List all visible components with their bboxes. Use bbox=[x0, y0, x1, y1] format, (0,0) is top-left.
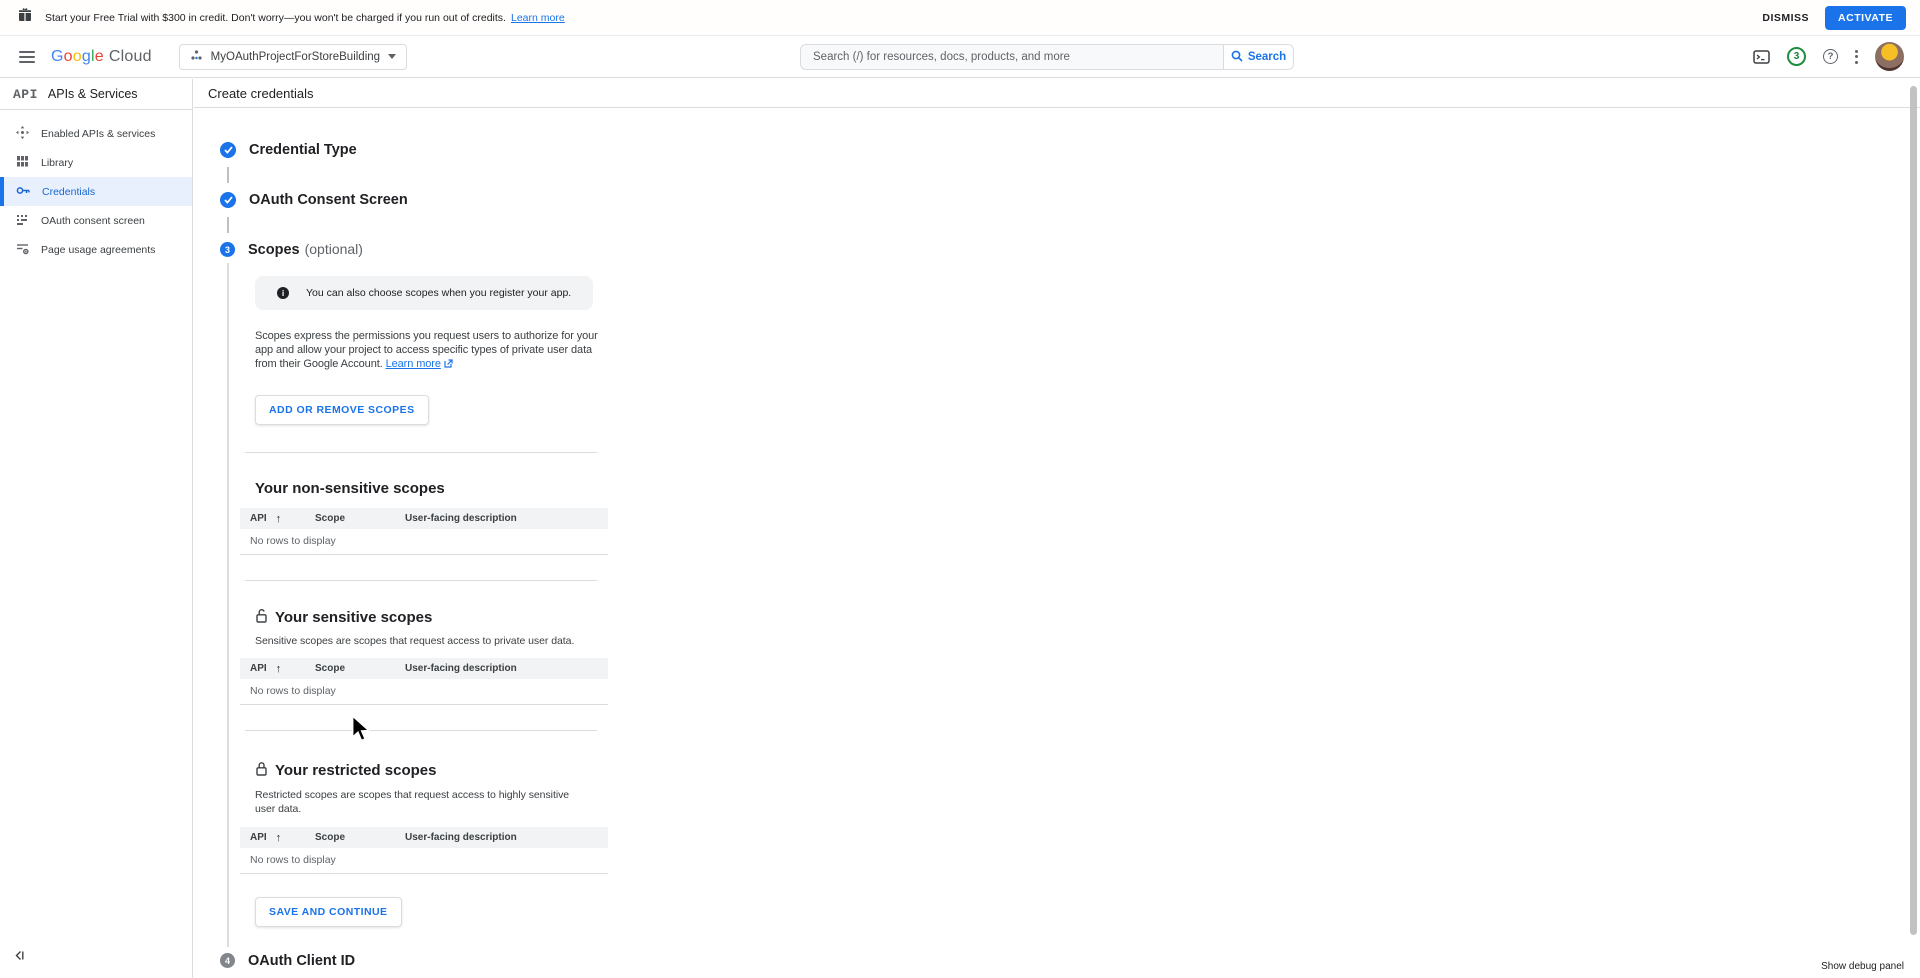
step-complete-icon bbox=[220, 192, 236, 208]
step-optional-suffix: (optional) bbox=[304, 240, 363, 257]
user-avatar[interactable] bbox=[1875, 42, 1904, 71]
chevron-down-icon bbox=[388, 54, 396, 59]
oauth-consent-icon bbox=[16, 213, 29, 229]
section-title-text: Your non-sensitive scopes bbox=[255, 480, 445, 497]
save-and-continue-button[interactable]: SAVE AND CONTINUE bbox=[255, 897, 402, 927]
section-divider bbox=[245, 730, 597, 731]
col-api: API bbox=[250, 663, 267, 674]
sidebar-product-title: APIs & Services bbox=[47, 87, 138, 101]
credentials-stepper bbox=[194, 108, 1920, 978]
col-description: User-facing description bbox=[405, 513, 517, 524]
sidebar-item-label: Credentials bbox=[42, 185, 96, 198]
header-icons bbox=[1753, 42, 1904, 71]
project-icon bbox=[190, 49, 203, 65]
library-icon bbox=[16, 155, 29, 171]
restricted-scopes-title bbox=[255, 761, 1920, 780]
gift-icon bbox=[18, 8, 32, 27]
sensitive-scopes-table bbox=[240, 658, 608, 705]
api-product-icon: API bbox=[13, 86, 38, 102]
more-options-icon[interactable] bbox=[1855, 50, 1858, 64]
dismiss-button[interactable]: DISMISS bbox=[1762, 11, 1810, 24]
global-search-bar bbox=[800, 44, 1294, 70]
scopes-description-text: Scopes express the permissions you request users to authorize for your app and allow your project to access specific types of private user data from their Google Account. bbox=[255, 330, 598, 370]
sort-ascending-icon[interactable]: ↑ bbox=[275, 831, 282, 844]
project-picker[interactable] bbox=[179, 44, 407, 70]
sidebar-item-enabled-apis[interactable] bbox=[0, 119, 192, 148]
project-name: MyOAuthProjectForStoreBuilding bbox=[210, 50, 381, 63]
empty-table-row: No rows to display bbox=[250, 535, 336, 547]
step-label: OAuth Client ID bbox=[248, 952, 356, 969]
page-usage-icon bbox=[16, 242, 29, 258]
main-content bbox=[194, 79, 1920, 978]
sidebar-item-page-usage[interactable] bbox=[0, 235, 192, 264]
lock-open-icon bbox=[255, 608, 268, 627]
notification-count: 3 bbox=[1793, 51, 1800, 62]
hamburger-menu-icon[interactable] bbox=[19, 51, 35, 63]
search-button-label: Search bbox=[1247, 51, 1287, 63]
stepper-connector bbox=[227, 167, 229, 183]
app-header bbox=[0, 36, 1920, 78]
empty-table-row: No rows to display bbox=[250, 685, 336, 697]
sidebar-item-library[interactable] bbox=[0, 148, 192, 177]
add-or-remove-scopes-button[interactable]: ADD OR REMOVE SCOPES bbox=[255, 395, 429, 425]
sort-ascending-icon[interactable]: ↑ bbox=[275, 512, 282, 525]
stepper-connector bbox=[227, 217, 229, 233]
col-description: User-facing description bbox=[405, 832, 517, 843]
notifications-badge[interactable] bbox=[1787, 47, 1806, 66]
step-number-badge: 4 bbox=[220, 953, 235, 968]
sidebar-item-oauth-consent[interactable] bbox=[0, 206, 192, 235]
col-scope: Scope bbox=[315, 663, 346, 674]
enabled-apis-icon bbox=[16, 126, 29, 142]
sidebar-item-label: Enabled APIs & services bbox=[41, 127, 156, 140]
sidebar-item-label: Page usage agreements bbox=[41, 243, 156, 256]
free-trial-banner bbox=[0, 0, 1920, 36]
sidebar-item-credentials[interactable] bbox=[0, 177, 192, 206]
help-icon[interactable] bbox=[1823, 49, 1838, 64]
step-label: OAuth Consent Screen bbox=[249, 191, 408, 208]
show-debug-panel-link[interactable]: Show debug panel bbox=[1821, 961, 1904, 972]
sidebar-item-label: Library bbox=[41, 156, 74, 169]
logo-cloud-text: Cloud bbox=[108, 47, 152, 65]
help-glyph: ? bbox=[1827, 51, 1834, 62]
info-icon: i bbox=[277, 287, 289, 299]
search-button[interactable] bbox=[1223, 45, 1293, 69]
section-divider bbox=[245, 580, 597, 581]
section-title-text: Your restricted scopes bbox=[275, 762, 437, 779]
section-title-text: Your sensitive scopes bbox=[275, 609, 433, 626]
sidebar-item-label: OAuth consent screen bbox=[41, 214, 145, 227]
key-icon bbox=[16, 184, 30, 200]
non-sensitive-scopes-title bbox=[255, 480, 1920, 497]
step-number-badge: 3 bbox=[220, 242, 235, 257]
table-header-row bbox=[240, 658, 608, 679]
learn-more-link[interactable]: Learn more bbox=[385, 358, 441, 370]
step-credential-type bbox=[220, 141, 1920, 158]
step-label: Scopes bbox=[248, 241, 300, 258]
sidebar-header bbox=[0, 79, 192, 110]
vertical-scrollbar[interactable] bbox=[1910, 86, 1917, 935]
step-scopes bbox=[220, 241, 1920, 258]
cloud-shell-icon[interactable] bbox=[1753, 50, 1770, 64]
empty-table-row: No rows to display bbox=[250, 854, 336, 866]
section-divider bbox=[245, 452, 597, 453]
non-sensitive-scopes-table bbox=[240, 508, 608, 555]
step-oauth-consent-screen bbox=[220, 191, 1920, 208]
external-link-icon bbox=[444, 359, 453, 371]
sort-ascending-icon[interactable]: ↑ bbox=[275, 662, 282, 675]
banner-learn-more-link[interactable]: Learn more bbox=[510, 11, 565, 24]
sensitive-scopes-description: Sensitive scopes are scopes that request access to private user data. bbox=[255, 635, 575, 647]
col-description: User-facing description bbox=[405, 663, 517, 674]
sidebar-items bbox=[0, 110, 192, 264]
google-cloud-logo[interactable]: Google Cloud bbox=[51, 47, 152, 65]
table-header-row bbox=[240, 827, 608, 848]
scopes-description bbox=[255, 329, 607, 372]
col-api: API bbox=[250, 832, 267, 843]
search-input[interactable] bbox=[801, 45, 1223, 69]
sidebar bbox=[0, 79, 193, 978]
page-title: Create credentials bbox=[194, 79, 1920, 108]
step-label: Credential Type bbox=[249, 141, 357, 158]
banner-message: Start your Free Trial with $300 in credit. Don't worry—you won't be charged if you run out of credits. bbox=[45, 11, 506, 24]
step-complete-icon bbox=[220, 142, 236, 158]
col-scope: Scope bbox=[315, 832, 346, 843]
table-header-row bbox=[240, 508, 608, 529]
scopes-info-banner bbox=[255, 276, 593, 310]
col-api: API bbox=[250, 513, 267, 524]
sensitive-scopes-title bbox=[255, 608, 1920, 627]
collapse-sidebar-icon[interactable] bbox=[14, 948, 25, 966]
restricted-scopes-description: Restricted scopes are scopes that request access to highly sensitive user data. bbox=[255, 789, 570, 815]
step-oauth-client-id bbox=[220, 952, 1920, 969]
info-banner-text: You can also choose scopes when you register your app. bbox=[306, 287, 572, 299]
search-icon bbox=[1231, 50, 1243, 65]
col-scope: Scope bbox=[315, 513, 346, 524]
banner-actions bbox=[1762, 6, 1906, 30]
activate-button[interactable]: ACTIVATE bbox=[1825, 6, 1906, 30]
lock-icon bbox=[255, 761, 268, 780]
restricted-scopes-table bbox=[240, 827, 608, 874]
scopes-step-content bbox=[227, 263, 1920, 947]
